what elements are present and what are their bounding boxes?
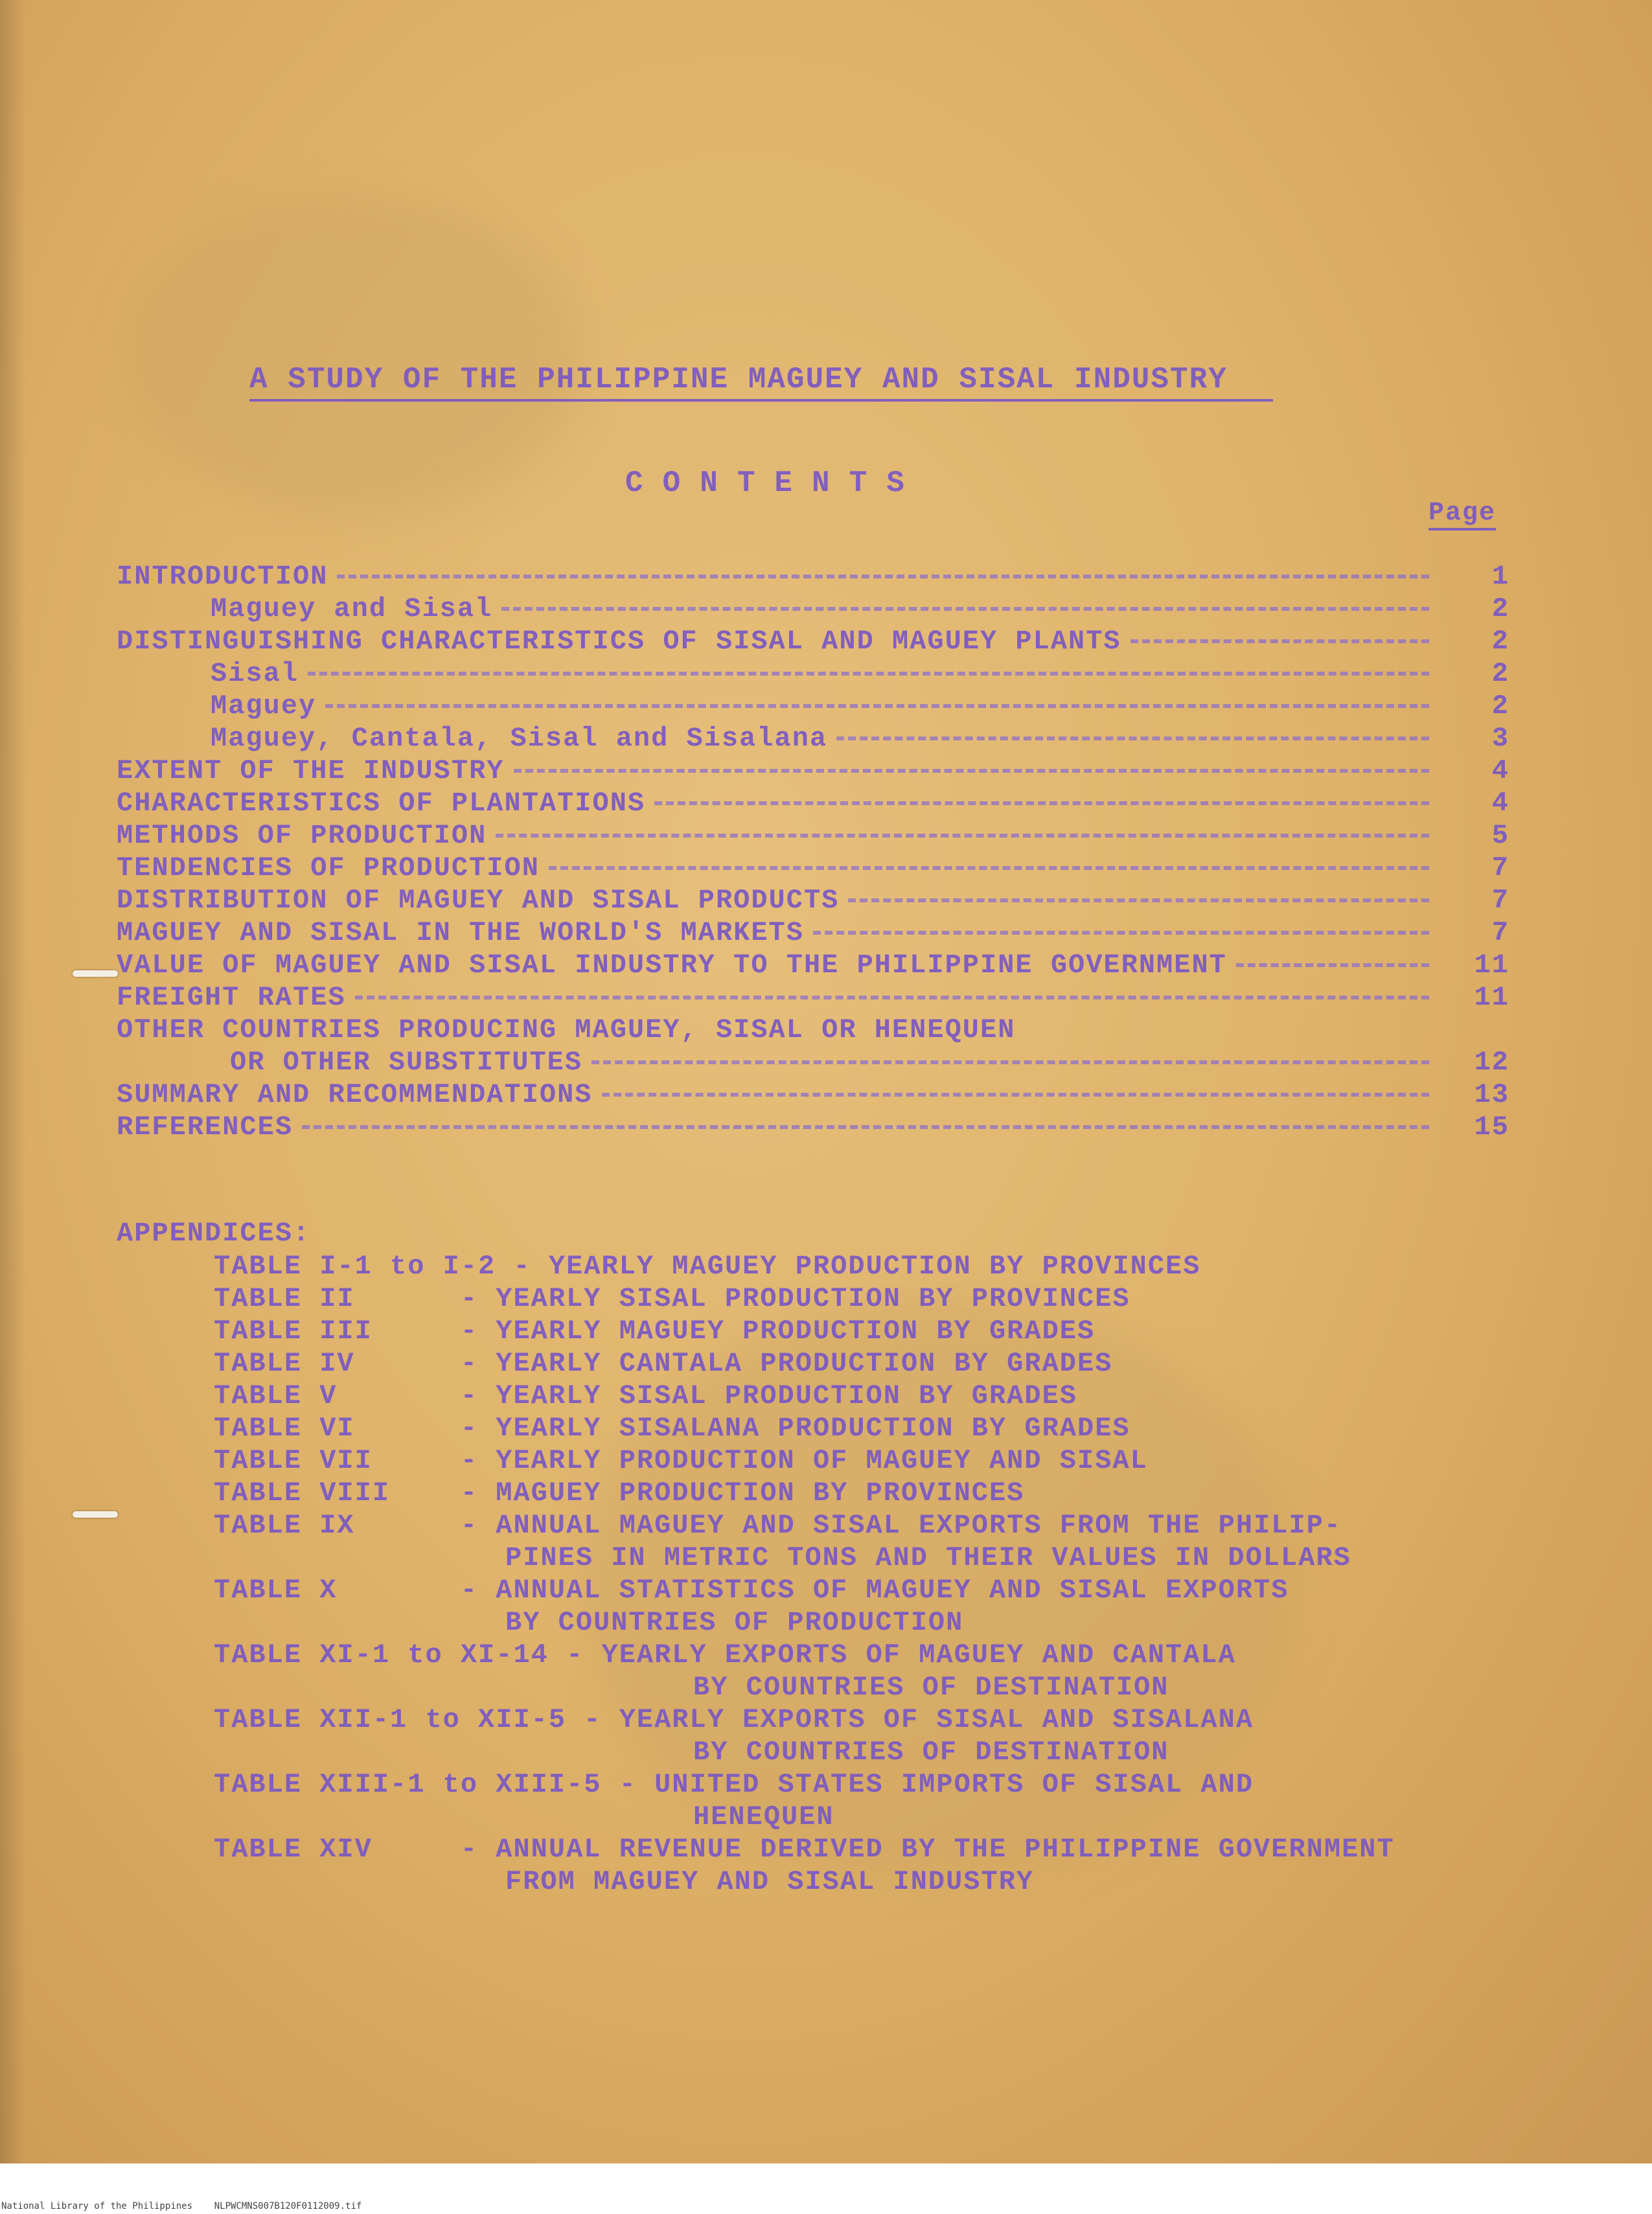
appendix-line: TABLE VII - YEARLY PRODUCTION OF MAGUEY AND SISAL bbox=[214, 1445, 1148, 1476]
toc-entry-page: 11 bbox=[1474, 950, 1509, 981]
toc-entry bbox=[117, 1046, 1509, 1078]
toc-entry-label: REFERENCES bbox=[117, 1112, 293, 1143]
appendix-line: BY COUNTRIES OF DESTINATION bbox=[693, 1672, 1169, 1703]
appendix-line: TABLE XII-1 to XII-5 - YEARLY EXPORTS OF SISAL AND SISALANA bbox=[214, 1704, 1254, 1735]
toc-entry-page: 4 bbox=[1491, 755, 1509, 786]
toc-entry-label: DISTINGUISHING CHARACTERISTICS OF SISAL AND MAGUEY PLANTS bbox=[117, 626, 1121, 657]
toc-leader bbox=[501, 607, 1429, 611]
appendix-line: TABLE XIV - ANNUAL REVENUE DERIVED BY THE PHILIPPINE GOVERNMENT bbox=[214, 1834, 1395, 1865]
toc-entry-page: 5 bbox=[1491, 820, 1509, 851]
toc-entry-label: TENDENCIES OF PRODUCTION bbox=[117, 852, 540, 884]
toc-entry-page: 13 bbox=[1474, 1079, 1509, 1110]
toc-entry bbox=[117, 917, 1509, 949]
toc-entry bbox=[117, 852, 1509, 884]
toc-leader bbox=[1236, 963, 1429, 967]
toc-leader bbox=[496, 834, 1429, 838]
toc-entry-label: Maguey bbox=[211, 690, 317, 722]
toc-entry-label: FREIGHT RATES bbox=[117, 982, 346, 1013]
toc-entry-label: MAGUEY AND SISAL IN THE WORLD'S MARKETS bbox=[117, 917, 804, 948]
toc-entry-page: 12 bbox=[1474, 1047, 1509, 1078]
scan-footer-label: National Library of the Philippines NLPWCMNS007B120F0112009.tif bbox=[1, 2201, 362, 2211]
toc-leader bbox=[337, 575, 1429, 578]
toc-entry bbox=[117, 625, 1509, 657]
appendix-line: TABLE IV - YEARLY CANTALA PRODUCTION BY GRADES bbox=[214, 1348, 1113, 1379]
toc-entry bbox=[117, 722, 1509, 755]
toc-entry-page: 2 bbox=[1491, 658, 1509, 689]
toc-entry-page: 2 bbox=[1491, 690, 1509, 722]
toc-entry bbox=[117, 755, 1509, 787]
toc-entry-page: 7 bbox=[1491, 885, 1509, 916]
toc-entry-label: METHODS OF PRODUCTION bbox=[117, 820, 487, 851]
toc-entry-label: INTRODUCTION bbox=[117, 561, 328, 592]
toc-entry-page: 3 bbox=[1491, 723, 1509, 754]
staple-hole bbox=[73, 970, 118, 977]
toc-leader bbox=[325, 704, 1429, 708]
toc-entry-label: DISTRIBUTION OF MAGUEY AND SISAL PRODUCTS bbox=[117, 885, 840, 916]
toc-entry-label: Sisal bbox=[211, 658, 299, 689]
toc-entry-page: 2 bbox=[1491, 626, 1509, 657]
toc-entry bbox=[117, 981, 1509, 1014]
toc-entry-label: Maguey and Sisal bbox=[211, 593, 493, 624]
toc-entry-page: 4 bbox=[1491, 788, 1509, 819]
staple-hole bbox=[73, 1511, 118, 1518]
toc-leader bbox=[355, 996, 1429, 999]
toc-leader bbox=[602, 1093, 1429, 1097]
appendices-heading: APPENDICES: bbox=[117, 1218, 311, 1249]
toc-entry-label: OTHER COUNTRIES PRODUCING MAGUEY, SISAL OR HENEQUEN bbox=[117, 1014, 1016, 1045]
appendix-list bbox=[214, 1250, 1509, 1898]
appendix-line: TABLE II - YEARLY SISAL PRODUCTION BY PROVINCES bbox=[214, 1283, 1130, 1314]
appendix-line: TABLE X - ANNUAL STATISTICS OF MAGUEY AND SISAL EXPORTS bbox=[214, 1575, 1289, 1606]
appendix-line: TABLE XIII-1 to XIII-5 - UNITED STATES IMPORTS OF SISAL AND bbox=[214, 1769, 1254, 1800]
toc-entry bbox=[117, 787, 1509, 819]
contents-heading: CONTENTS bbox=[625, 466, 924, 500]
appendix-line: TABLE I-1 to I-2 - YEARLY MAGUEY PRODUCTION BY PROVINCES bbox=[214, 1251, 1201, 1282]
toc-entry bbox=[117, 657, 1509, 690]
toc-leader bbox=[514, 769, 1430, 773]
appendix-line: FROM MAGUEY AND SISAL INDUSTRY bbox=[505, 1866, 1035, 1897]
toc-entry bbox=[117, 593, 1509, 625]
toc-leader bbox=[836, 736, 1429, 740]
toc-entry bbox=[117, 819, 1509, 852]
appendix-line: TABLE IX - ANNUAL MAGUEY AND SISAL EXPORTS FROM THE PHILIP- bbox=[214, 1510, 1342, 1541]
toc-entry bbox=[117, 884, 1509, 917]
toc-entry-page: 7 bbox=[1491, 917, 1509, 948]
appendix-line: BY COUNTRIES OF PRODUCTION bbox=[505, 1607, 964, 1638]
page-column-heading: Page bbox=[1428, 499, 1496, 531]
toc-entry bbox=[117, 1111, 1509, 1143]
toc-leader bbox=[813, 931, 1429, 935]
appendix-line: PINES IN METRIC TONS AND THEIR VALUES IN DOLLARS bbox=[505, 1542, 1351, 1573]
toc-entry-page: 2 bbox=[1491, 593, 1509, 624]
toc-entry-label: OR OTHER SUBSTITUTES bbox=[230, 1047, 583, 1078]
toc-entry-label: VALUE OF MAGUEY AND SISAL INDUSTRY TO THE PHILIPPINE GOVERNMENT bbox=[117, 950, 1227, 981]
toc-entry bbox=[117, 1078, 1509, 1111]
document-title: A STUDY OF THE PHILIPPINE MAGUEY AND SISAL INDUSTRY bbox=[249, 363, 1273, 402]
toc-entry bbox=[117, 690, 1509, 722]
appendix-line: TABLE III - YEARLY MAGUEY PRODUCTION BY GRADES bbox=[214, 1316, 1096, 1347]
toc-entry-page: 1 bbox=[1491, 561, 1509, 592]
paper-stain bbox=[130, 194, 583, 518]
appendix-line: BY COUNTRIES OF DESTINATION bbox=[693, 1737, 1169, 1768]
appendix-line: TABLE XI-1 to XI-14 - YEARLY EXPORTS OF MAGUEY AND CANTALA bbox=[214, 1639, 1236, 1671]
toc-entry bbox=[117, 1014, 1509, 1046]
toc-entry-label: EXTENT OF THE INDUSTRY bbox=[117, 755, 505, 786]
toc-leader bbox=[302, 1125, 1429, 1129]
toc-leader bbox=[654, 801, 1429, 805]
toc-entry-page: 11 bbox=[1474, 982, 1509, 1013]
toc-leader bbox=[549, 866, 1429, 870]
toc-entry-page: 15 bbox=[1474, 1112, 1509, 1143]
toc-leader bbox=[848, 898, 1429, 902]
appendix-line: TABLE VIII - MAGUEY PRODUCTION BY PROVINCES bbox=[214, 1478, 1025, 1509]
toc-entry-page: 7 bbox=[1491, 852, 1509, 884]
toc-entry bbox=[117, 949, 1509, 981]
toc-entry bbox=[117, 560, 1509, 593]
toc-entry-label: Maguey, Cantala, Sisal and Sisalana bbox=[211, 723, 828, 754]
appendix-line: HENEQUEN bbox=[693, 1801, 834, 1832]
table-of-contents bbox=[117, 560, 1509, 1143]
toc-leader bbox=[591, 1060, 1429, 1064]
appendix-line: TABLE VI - YEARLY SISALANA PRODUCTION BY GRADES bbox=[214, 1413, 1130, 1444]
appendix-line: TABLE V - YEARLY SISAL PRODUCTION BY GRADES bbox=[214, 1380, 1078, 1411]
toc-leader bbox=[308, 672, 1429, 676]
toc-leader bbox=[1130, 639, 1429, 643]
toc-entry-label: CHARACTERISTICS OF PLANTATIONS bbox=[117, 788, 646, 819]
toc-entry-label: SUMMARY AND RECOMMENDATIONS bbox=[117, 1079, 593, 1110]
